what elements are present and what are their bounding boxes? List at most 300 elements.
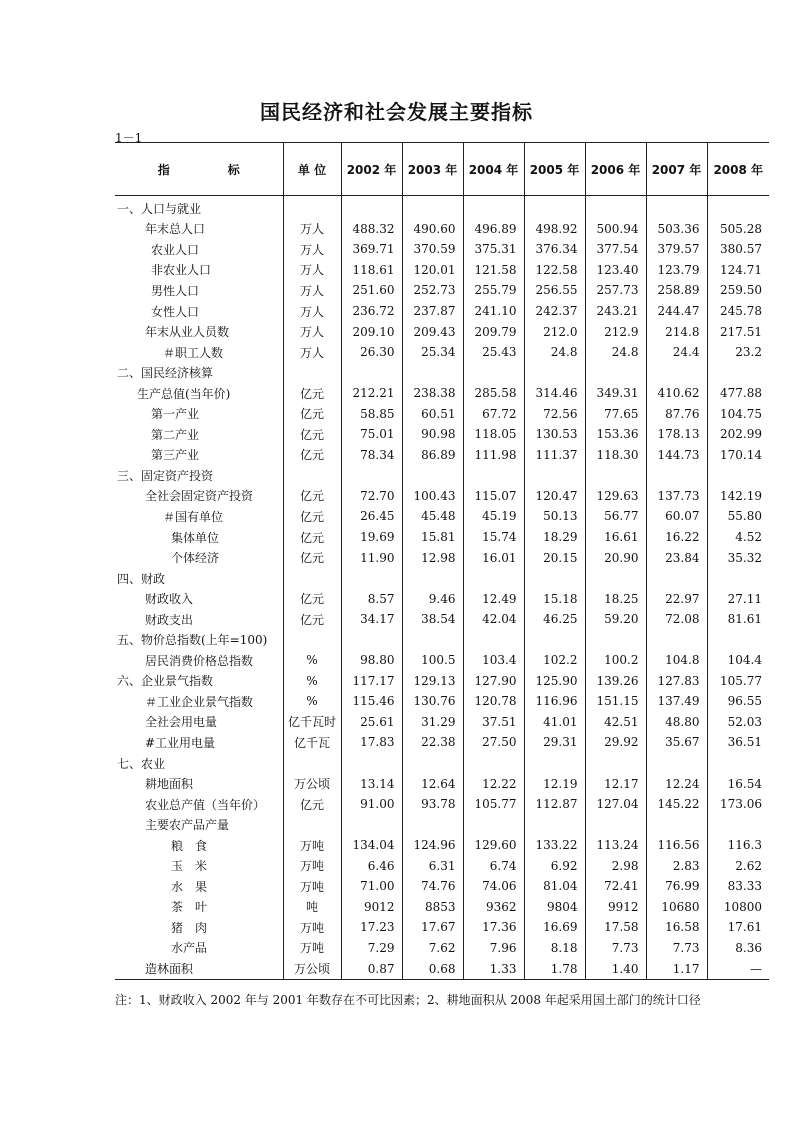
row-unit (283, 753, 341, 774)
cell-value: 9.46 (402, 588, 463, 609)
row-label: 主要农产品产量 (145, 818, 230, 833)
cell-value: 6.92 (524, 856, 585, 877)
cell-value: 16.61 (585, 527, 646, 548)
cell-value: 29.92 (585, 732, 646, 753)
cell-value: 25.34 (402, 342, 463, 363)
row-unit: 亿元 (283, 403, 341, 424)
cell-value: 410.62 (646, 383, 707, 404)
cell-value: 45.19 (463, 506, 524, 527)
cell-value: 503.36 (646, 219, 707, 240)
cell-value: 256.55 (524, 280, 585, 301)
table-row (115, 671, 769, 692)
cell-value: 36.51 (707, 732, 769, 753)
cell-value (707, 196, 769, 219)
cell-value: 16.58 (646, 917, 707, 938)
cell-value: 496.89 (463, 219, 524, 240)
cell-value (402, 753, 463, 774)
cell-value (524, 753, 585, 774)
cell-value: 15.18 (524, 588, 585, 609)
row-label: 猪 肉 (171, 920, 208, 935)
cell-value: 214.8 (646, 321, 707, 342)
row-unit: 亿元 (283, 445, 341, 466)
cell-value: 1.17 (646, 958, 707, 979)
cell-value: 24.8 (585, 342, 646, 363)
cell-value: 12.22 (463, 773, 524, 794)
cell-value: 22.97 (646, 588, 707, 609)
cell-value: 238.38 (402, 383, 463, 404)
table-row (115, 835, 769, 856)
cell-value: 237.87 (402, 301, 463, 322)
table-row (115, 794, 769, 815)
cell-value: 170.14 (707, 445, 769, 466)
cell-value: 111.98 (463, 445, 524, 466)
row-label: 三、固定资产投资 (117, 468, 214, 483)
row-label: 农业人口 (151, 242, 200, 257)
cell-value: 202.99 (707, 424, 769, 445)
cell-value: 2.98 (585, 856, 646, 877)
cell-value: 35.32 (707, 547, 769, 568)
cell-value: 505.28 (707, 219, 769, 240)
cell-value: 102.2 (524, 650, 585, 671)
row-unit: % (283, 691, 341, 712)
table-row (115, 958, 769, 979)
cell-value: 242.37 (524, 301, 585, 322)
table-row (115, 465, 769, 486)
row-unit (283, 465, 341, 486)
cell-value: 370.59 (402, 239, 463, 260)
cell-value: 105.77 (463, 794, 524, 815)
cell-value: 58.85 (341, 403, 402, 424)
cell-value (463, 753, 524, 774)
cell-value: 12.64 (402, 773, 463, 794)
table-row (115, 753, 769, 774)
cell-value: 217.51 (707, 321, 769, 342)
cell-value (341, 362, 402, 383)
cell-value (402, 465, 463, 486)
cell-value: 379.57 (646, 239, 707, 260)
cell-value: 7.62 (402, 938, 463, 959)
row-unit: 亿元 (283, 486, 341, 507)
cell-value: 9362 (463, 897, 524, 918)
table-row (115, 445, 769, 466)
cell-value: 115.07 (463, 486, 524, 507)
cell-value: 10800 (707, 897, 769, 918)
cell-value (707, 362, 769, 383)
cell-value: 91.00 (341, 794, 402, 815)
cell-value: 25.43 (463, 342, 524, 363)
table-row (115, 609, 769, 630)
cell-value (524, 814, 585, 835)
cell-value: 369.71 (341, 239, 402, 260)
cell-value: 6.31 (402, 856, 463, 877)
row-label: 女性人口 (151, 304, 200, 319)
cell-value: 116.56 (646, 835, 707, 856)
header-row (115, 143, 769, 196)
cell-value: 8.18 (524, 938, 585, 959)
footnote: 注：1、财政收入 2002 年与 2001 年数存在不可比因素；2、耕地面积从 2008 年起采用国土部门的统计口径 (115, 993, 701, 1007)
cell-value: 6.74 (463, 856, 524, 877)
cell-value: 26.45 (341, 506, 402, 527)
row-unit (283, 362, 341, 383)
cell-value (646, 814, 707, 835)
cell-value: 71.00 (341, 876, 402, 897)
cell-value: 130.76 (402, 691, 463, 712)
cell-value: 35.67 (646, 732, 707, 753)
cell-value: 104.8 (646, 650, 707, 671)
cell-value (463, 465, 524, 486)
indicators-table (115, 142, 769, 980)
cell-value: 87.76 (646, 403, 707, 424)
cell-value: 17.67 (402, 917, 463, 938)
row-label: #工业用电量 (145, 735, 216, 750)
cell-value: 259.50 (707, 280, 769, 301)
table-row (115, 321, 769, 342)
table-row (115, 506, 769, 527)
cell-value: 93.78 (402, 794, 463, 815)
row-unit: 亿元 (283, 424, 341, 445)
cell-value: 83.33 (707, 876, 769, 897)
cell-value: 27.11 (707, 588, 769, 609)
cell-value: 123.40 (585, 260, 646, 281)
cell-value (463, 196, 524, 219)
row-unit: 万人 (283, 301, 341, 322)
cell-value: 96.55 (707, 691, 769, 712)
row-label: 全社会固定资产投资 (145, 489, 254, 504)
cell-value: 9804 (524, 897, 585, 918)
cell-value: 81.04 (524, 876, 585, 897)
row-label: ＃职工人数 (163, 345, 224, 360)
cell-value: 129.60 (463, 835, 524, 856)
row-unit: 亿千瓦 (283, 732, 341, 753)
cell-value (402, 629, 463, 650)
cell-value: 7.73 (585, 938, 646, 959)
table-row (115, 917, 769, 938)
cell-value: 111.37 (524, 445, 585, 466)
cell-value: 104.4 (707, 650, 769, 671)
cell-value: 8.57 (341, 588, 402, 609)
cell-value: 72.70 (341, 486, 402, 507)
cell-value: 118.61 (341, 260, 402, 281)
table-row (115, 403, 769, 424)
row-label: 第一产业 (151, 407, 200, 422)
table-row (115, 301, 769, 322)
cell-value: 74.06 (463, 876, 524, 897)
cell-value: 212.21 (341, 383, 402, 404)
cell-value: 17.36 (463, 917, 524, 938)
cell-value: 209.10 (341, 321, 402, 342)
cell-value: 22.38 (402, 732, 463, 753)
table-row (115, 280, 769, 301)
cell-value: 34.17 (341, 609, 402, 630)
cell-value: 1.78 (524, 958, 585, 979)
cell-value (707, 814, 769, 835)
table-row (115, 773, 769, 794)
row-unit: % (283, 671, 341, 692)
cell-value: 100.2 (585, 650, 646, 671)
cell-value: 245.78 (707, 301, 769, 322)
cell-value: 255.79 (463, 280, 524, 301)
header-year: 2008 年 (707, 143, 769, 196)
cell-value (341, 196, 402, 219)
table-row (115, 629, 769, 650)
cell-value: 134.04 (341, 835, 402, 856)
row-unit: 万吨 (283, 876, 341, 897)
cell-value: 105.77 (707, 671, 769, 692)
cell-value: — (707, 958, 769, 979)
row-label: 耕地面积 (145, 777, 194, 792)
cell-value: 37.51 (463, 712, 524, 733)
cell-value: 86.89 (402, 445, 463, 466)
cell-value: 90.98 (402, 424, 463, 445)
cell-value: 9912 (585, 897, 646, 918)
row-unit: 万人 (283, 321, 341, 342)
row-unit: 万人 (283, 342, 341, 363)
cell-value: 488.32 (341, 219, 402, 240)
cell-value (524, 568, 585, 589)
cell-value: 72.56 (524, 403, 585, 424)
cell-value (646, 465, 707, 486)
row-unit: 吨 (283, 897, 341, 918)
cell-value: 24.4 (646, 342, 707, 363)
cell-value: 4.52 (707, 527, 769, 548)
cell-value: 60.07 (646, 506, 707, 527)
row-label: 非农业人口 (151, 263, 212, 278)
cell-value (341, 814, 402, 835)
cell-value: 8853 (402, 897, 463, 918)
cell-value: 74.76 (402, 876, 463, 897)
row-label: ＃国有单位 (163, 509, 224, 524)
row-unit: 亿元 (283, 527, 341, 548)
cell-value: 375.31 (463, 239, 524, 260)
table-row (115, 876, 769, 897)
cell-value (341, 568, 402, 589)
cell-value: 7.73 (646, 938, 707, 959)
table-row (115, 362, 769, 383)
cell-value: 72.08 (646, 609, 707, 630)
table-row (115, 712, 769, 733)
cell-value: 60.51 (402, 403, 463, 424)
table-row (115, 568, 769, 589)
cell-value: 173.06 (707, 794, 769, 815)
cell-value: 11.90 (341, 547, 402, 568)
cell-value: 1.40 (585, 958, 646, 979)
row-unit: 亿元 (283, 547, 341, 568)
cell-value: 120.47 (524, 486, 585, 507)
cell-value: 129.63 (585, 486, 646, 507)
row-unit: 万人 (283, 280, 341, 301)
cell-value: 121.58 (463, 260, 524, 281)
cell-value: 67.72 (463, 403, 524, 424)
cell-value: 17.61 (707, 917, 769, 938)
header-year: 2007 年 (646, 143, 707, 196)
cell-value: 1.33 (463, 958, 524, 979)
row-unit: 万人 (283, 219, 341, 240)
cell-value: 133.22 (524, 835, 585, 856)
table-row (115, 691, 769, 712)
cell-value (341, 465, 402, 486)
header-year: 2004 年 (463, 143, 524, 196)
cell-value: 45.48 (402, 506, 463, 527)
row-unit (283, 568, 341, 589)
cell-value: 2.83 (646, 856, 707, 877)
cell-value: 116.96 (524, 691, 585, 712)
cell-value: 178.13 (646, 424, 707, 445)
table-row (115, 383, 769, 404)
cell-value: 104.75 (707, 403, 769, 424)
cell-value: 6.46 (341, 856, 402, 877)
cell-value (341, 753, 402, 774)
cell-value: 12.19 (524, 773, 585, 794)
cell-value: 16.69 (524, 917, 585, 938)
cell-value: 12.98 (402, 547, 463, 568)
cell-value: 137.73 (646, 486, 707, 507)
table-row (115, 897, 769, 918)
cell-value: 20.15 (524, 547, 585, 568)
cell-value: 7.29 (341, 938, 402, 959)
cell-value: 127.83 (646, 671, 707, 692)
cell-value: 212.9 (585, 321, 646, 342)
cell-value (585, 465, 646, 486)
cell-value: 81.61 (707, 609, 769, 630)
cell-value: 26.30 (341, 342, 402, 363)
cell-value: 42.04 (463, 609, 524, 630)
cell-value: 252.73 (402, 280, 463, 301)
cell-value: 16.54 (707, 773, 769, 794)
row-label: 年末总人口 (145, 222, 206, 237)
cell-value: 117.17 (341, 671, 402, 692)
cell-value (463, 629, 524, 650)
cell-value: 12.49 (463, 588, 524, 609)
cell-value: 15.81 (402, 527, 463, 548)
cell-value: 19.69 (341, 527, 402, 548)
cell-value: 314.46 (524, 383, 585, 404)
row-unit: % (283, 650, 341, 671)
cell-value (585, 753, 646, 774)
header-unit: 单 位 (283, 143, 341, 196)
cell-value: 477.88 (707, 383, 769, 404)
cell-value: 498.92 (524, 219, 585, 240)
cell-value: 41.01 (524, 712, 585, 733)
row-unit: 亿元 (283, 588, 341, 609)
cell-value: 55.80 (707, 506, 769, 527)
cell-value (524, 362, 585, 383)
cell-value: 17.23 (341, 917, 402, 938)
cell-value: 100.43 (402, 486, 463, 507)
cell-value (585, 196, 646, 219)
cell-value: 258.89 (646, 280, 707, 301)
cell-value (524, 196, 585, 219)
cell-value: 120.78 (463, 691, 524, 712)
table-row (115, 239, 769, 260)
row-label: 个体经济 (171, 551, 220, 566)
header-year: 2002 年 (341, 143, 402, 196)
row-unit: 亿元 (283, 794, 341, 815)
row-label: 玉 米 (171, 859, 208, 874)
cell-value: 59.20 (585, 609, 646, 630)
row-label: 六、企业景气指数 (117, 674, 214, 689)
row-label: 居民消费价格总指数 (145, 653, 254, 668)
header-indicator: 指 标 (115, 143, 283, 196)
cell-value: 56.77 (585, 506, 646, 527)
cell-value (585, 814, 646, 835)
table-row (115, 424, 769, 445)
cell-value (646, 196, 707, 219)
cell-value: 112.87 (524, 794, 585, 815)
cell-value (402, 196, 463, 219)
cell-value (463, 568, 524, 589)
cell-value: 118.05 (463, 424, 524, 445)
row-label: ＃工业企业景气指数 (145, 694, 254, 709)
table-row (115, 219, 769, 240)
cell-value: 376.34 (524, 239, 585, 260)
row-label: 一、人口与就业 (117, 201, 202, 216)
row-label: 第三产业 (151, 448, 200, 463)
cell-value: 236.72 (341, 301, 402, 322)
cell-value: 29.31 (524, 732, 585, 753)
table-number: 1－1 (115, 131, 143, 145)
cell-value: 9012 (341, 897, 402, 918)
cell-value: 77.65 (585, 403, 646, 424)
table-row (115, 814, 769, 835)
cell-value (646, 362, 707, 383)
table-row (115, 342, 769, 363)
cell-value: 241.10 (463, 301, 524, 322)
cell-value: 123.79 (646, 260, 707, 281)
cell-value: 244.47 (646, 301, 707, 322)
cell-value: 31.29 (402, 712, 463, 733)
row-label: 农业总产值（当年价） (145, 797, 266, 812)
cell-value: 127.90 (463, 671, 524, 692)
cell-value: 145.22 (646, 794, 707, 815)
cell-value: 142.19 (707, 486, 769, 507)
cell-value: 125.90 (524, 671, 585, 692)
cell-value: 139.26 (585, 671, 646, 692)
cell-value: 78.34 (341, 445, 402, 466)
cell-value (585, 362, 646, 383)
row-label: 造林面积 (145, 962, 194, 976)
cell-value (402, 362, 463, 383)
cell-value: 113.24 (585, 835, 646, 856)
cell-value: 127.04 (585, 794, 646, 815)
cell-value: 20.90 (585, 547, 646, 568)
cell-value (707, 753, 769, 774)
cell-value: 50.13 (524, 506, 585, 527)
cell-value: 16.01 (463, 547, 524, 568)
row-label: 男性人口 (151, 283, 200, 298)
cell-value (463, 814, 524, 835)
cell-value: 124.71 (707, 260, 769, 281)
table-row (115, 938, 769, 959)
table-row (115, 527, 769, 548)
cell-value: 0.68 (402, 958, 463, 979)
table-row (115, 196, 769, 219)
cell-value: 24.8 (524, 342, 585, 363)
cell-value: 0.87 (341, 958, 402, 979)
table-row (115, 260, 769, 281)
row-unit (283, 629, 341, 650)
row-unit: 万吨 (283, 938, 341, 959)
cell-value: 118.30 (585, 445, 646, 466)
table-row (115, 547, 769, 568)
header-year: 2005 年 (524, 143, 585, 196)
row-unit: 万吨 (283, 856, 341, 877)
cell-value: 120.01 (402, 260, 463, 281)
cell-value: 380.57 (707, 239, 769, 260)
row-label: 水产品 (171, 941, 208, 956)
cell-value: 122.58 (524, 260, 585, 281)
cell-value: 17.58 (585, 917, 646, 938)
cell-value: 115.46 (341, 691, 402, 712)
